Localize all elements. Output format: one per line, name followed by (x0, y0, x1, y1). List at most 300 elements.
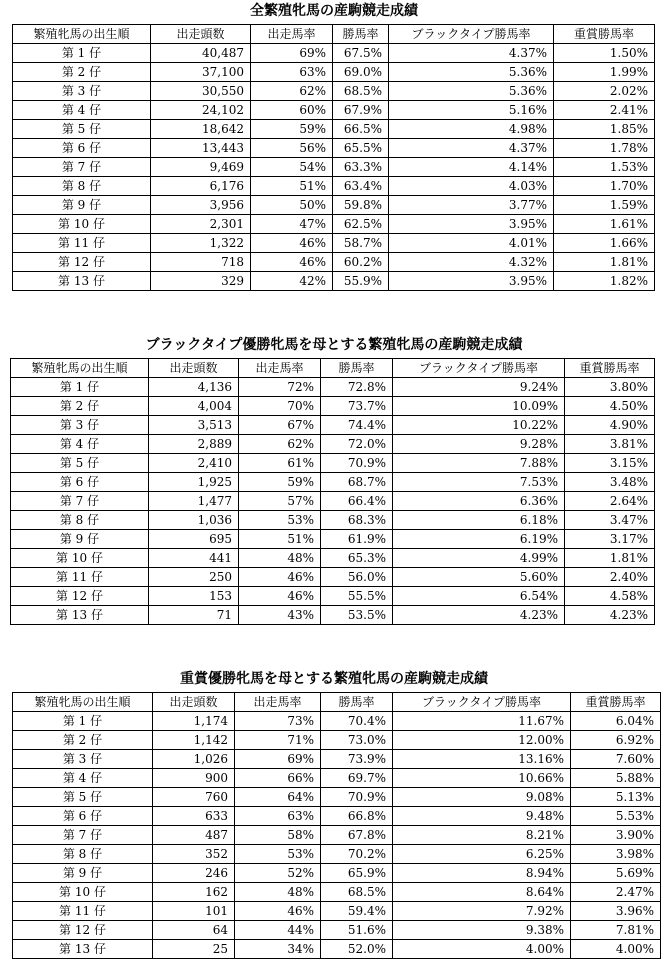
table-row (11, 568, 655, 587)
cell-graded-rate: 3.15% (565, 454, 655, 473)
cell-graded-rate: 1.78% (554, 139, 655, 158)
cell-graded-rate: 3.47% (565, 511, 655, 530)
cell-win-rate: 67.5% (333, 44, 389, 63)
table-block-2 (0, 334, 668, 644)
table-row (11, 416, 655, 435)
header-row (11, 359, 655, 378)
cell-win-rate: 55.9% (333, 272, 389, 291)
cell-birth-order: 第 9 仔 (11, 530, 149, 549)
cell-starter-rate: 46% (251, 234, 333, 253)
cell-starter-rate: 47% (251, 215, 333, 234)
cell-win-rate: 66.8% (321, 807, 393, 826)
cell-black-type-rate: 7.53% (393, 473, 565, 492)
cell-graded-rate: 1.59% (554, 196, 655, 215)
table-row (13, 234, 655, 253)
cell-starter-rate: 67% (239, 416, 321, 435)
cell-birth-order: 第 1 仔 (11, 378, 149, 397)
cell-black-type-rate: 3.95% (389, 215, 554, 234)
cell-win-rate: 61.9% (321, 530, 393, 549)
cell-starters: 40,487 (151, 44, 251, 63)
col-header-win-rate: 勝馬率 (321, 359, 393, 378)
cell-black-type-rate: 5.36% (389, 63, 554, 82)
cell-birth-order: 第 11 仔 (13, 902, 153, 921)
cell-birth-order: 第 7 仔 (13, 826, 153, 845)
cell-starter-rate: 54% (251, 158, 333, 177)
cell-birth-order: 第 1 仔 (13, 712, 153, 731)
cell-birth-order: 第 10 仔 (13, 883, 153, 902)
table-row (13, 101, 655, 120)
cell-starter-rate: 64% (235, 788, 321, 807)
cell-win-rate: 59.4% (321, 902, 393, 921)
cell-win-rate: 52.0% (321, 940, 393, 959)
cell-win-rate: 72.8% (321, 378, 393, 397)
cell-win-rate: 74.4% (321, 416, 393, 435)
cell-starters: 6,176 (151, 177, 251, 196)
table-row (13, 864, 661, 883)
header-row (13, 25, 655, 44)
cell-starter-rate: 56% (251, 139, 333, 158)
table-title: 重賞優勝牝馬を母とする繁殖牝馬の産駒競走成績 (180, 671, 488, 687)
cell-starters: 4,136 (149, 378, 239, 397)
cell-starter-rate: 59% (239, 473, 321, 492)
cell-birth-order: 第 1 仔 (13, 44, 151, 63)
cell-black-type-rate: 10.66% (393, 769, 571, 788)
cell-black-type-rate: 13.16% (393, 750, 571, 769)
cell-win-rate: 55.5% (321, 587, 393, 606)
cell-black-type-rate: 5.16% (389, 101, 554, 120)
table-body (13, 44, 655, 291)
cell-black-type-rate: 6.36% (393, 492, 565, 511)
cell-win-rate: 58.7% (333, 234, 389, 253)
col-header-starter-rate: 出走馬率 (251, 25, 333, 44)
cell-starter-rate: 53% (235, 845, 321, 864)
cell-starters: 1,174 (153, 712, 235, 731)
table-row (13, 712, 661, 731)
cell-win-rate: 65.9% (321, 864, 393, 883)
cell-birth-order: 第 6 仔 (11, 473, 149, 492)
cell-graded-rate: 4.50% (565, 397, 655, 416)
cell-graded-rate: 3.80% (565, 378, 655, 397)
cell-birth-order: 第 7 仔 (13, 158, 151, 177)
cell-win-rate: 68.5% (333, 82, 389, 101)
table-row (13, 807, 661, 826)
cell-win-rate: 60.2% (333, 253, 389, 272)
cell-starters: 1,026 (153, 750, 235, 769)
cell-graded-rate: 5.69% (571, 864, 661, 883)
table-row (11, 435, 655, 454)
results-table-2 (10, 358, 655, 625)
cell-win-rate: 63.4% (333, 177, 389, 196)
cell-birth-order: 第 9 仔 (13, 864, 153, 883)
cell-starter-rate: 62% (251, 82, 333, 101)
cell-starter-rate: 57% (239, 492, 321, 511)
cell-starter-rate: 61% (239, 454, 321, 473)
cell-black-type-rate: 10.09% (393, 397, 565, 416)
cell-starters: 13,443 (151, 139, 251, 158)
cell-black-type-rate: 4.37% (389, 139, 554, 158)
cell-starter-rate: 46% (251, 253, 333, 272)
cell-black-type-rate: 9.48% (393, 807, 571, 826)
cell-birth-order: 第 4 仔 (13, 101, 151, 120)
cell-birth-order: 第 4 仔 (11, 435, 149, 454)
cell-birth-order: 第 3 仔 (13, 82, 151, 101)
cell-starter-rate: 52% (235, 864, 321, 883)
cell-black-type-rate: 4.14% (389, 158, 554, 177)
cell-starters: 25 (153, 940, 235, 959)
table-title: 全繁殖牝馬の産駒競走成績 (250, 3, 418, 19)
cell-starters: 2,889 (149, 435, 239, 454)
col-header-starters: 出走頭数 (151, 25, 251, 44)
cell-black-type-rate: 4.37% (389, 44, 554, 63)
cell-win-rate: 51.6% (321, 921, 393, 940)
table-block-3 (0, 668, 668, 977)
cell-graded-rate: 3.48% (565, 473, 655, 492)
cell-birth-order: 第 9 仔 (13, 196, 151, 215)
cell-win-rate: 63.3% (333, 158, 389, 177)
cell-graded-rate: 7.60% (571, 750, 661, 769)
cell-win-rate: 68.5% (321, 883, 393, 902)
table-row (11, 606, 655, 625)
cell-birth-order: 第 2 仔 (11, 397, 149, 416)
cell-graded-rate: 3.98% (571, 845, 661, 864)
cell-graded-rate: 1.82% (554, 272, 655, 291)
cell-starter-rate: 69% (251, 44, 333, 63)
cell-win-rate: 65.5% (333, 139, 389, 158)
cell-birth-order: 第 8 仔 (13, 177, 151, 196)
cell-starter-rate: 53% (239, 511, 321, 530)
cell-starter-rate: 69% (235, 750, 321, 769)
cell-starters: 1,322 (151, 234, 251, 253)
cell-starters: 487 (153, 826, 235, 845)
cell-birth-order: 第 10 仔 (13, 215, 151, 234)
cell-win-rate: 70.4% (321, 712, 393, 731)
col-header-black-type-rate: ブラックタイプ勝馬率 (393, 359, 565, 378)
cell-black-type-rate: 3.77% (389, 196, 554, 215)
table-row (13, 196, 655, 215)
cell-starters: 2,301 (151, 215, 251, 234)
cell-black-type-rate: 8.64% (393, 883, 571, 902)
cell-birth-order: 第 4 仔 (13, 769, 153, 788)
table-row (11, 454, 655, 473)
cell-win-rate: 69.7% (321, 769, 393, 788)
col-header-black-type-rate: ブラックタイプ勝馬率 (389, 25, 554, 44)
cell-graded-rate: 3.17% (565, 530, 655, 549)
cell-birth-order: 第 11 仔 (11, 568, 149, 587)
cell-starter-rate: 46% (239, 568, 321, 587)
cell-starters: 18,642 (151, 120, 251, 139)
cell-graded-rate: 4.90% (565, 416, 655, 435)
cell-win-rate: 72.0% (321, 435, 393, 454)
cell-starter-rate: 58% (235, 826, 321, 845)
cell-starters: 250 (149, 568, 239, 587)
cell-birth-order: 第 12 仔 (13, 253, 151, 272)
table-row (11, 511, 655, 530)
cell-birth-order: 第 10 仔 (11, 549, 149, 568)
cell-graded-rate: 1.85% (554, 120, 655, 139)
results-table-3 (12, 692, 661, 959)
cell-graded-rate: 2.47% (571, 883, 661, 902)
cell-graded-rate: 6.04% (571, 712, 661, 731)
cell-starter-rate: 72% (239, 378, 321, 397)
table-row (13, 845, 661, 864)
cell-black-type-rate: 11.67% (393, 712, 571, 731)
table-row (11, 473, 655, 492)
cell-graded-rate: 3.96% (571, 902, 661, 921)
cell-birth-order: 第 5 仔 (11, 454, 149, 473)
cell-black-type-rate: 4.03% (389, 177, 554, 196)
cell-starter-rate: 46% (239, 587, 321, 606)
cell-graded-rate: 4.23% (565, 606, 655, 625)
cell-black-type-rate: 9.38% (393, 921, 571, 940)
cell-win-rate: 70.2% (321, 845, 393, 864)
table-row (13, 272, 655, 291)
cell-win-rate: 73.7% (321, 397, 393, 416)
cell-black-type-rate: 9.08% (393, 788, 571, 807)
cell-graded-rate: 2.64% (565, 492, 655, 511)
cell-starter-rate: 59% (251, 120, 333, 139)
col-header-birth-order: 繁殖牝馬の出生順 (13, 693, 153, 712)
cell-birth-order: 第 3 仔 (11, 416, 149, 435)
table-row (13, 826, 661, 845)
cell-starter-rate: 46% (235, 902, 321, 921)
table-block-1 (0, 0, 668, 310)
table-row (13, 883, 661, 902)
cell-starter-rate: 63% (235, 807, 321, 826)
cell-win-rate: 73.9% (321, 750, 393, 769)
cell-graded-rate: 1.53% (554, 158, 655, 177)
cell-starters: 329 (151, 272, 251, 291)
cell-black-type-rate: 9.24% (393, 378, 565, 397)
table-row (13, 215, 655, 234)
cell-black-type-rate: 4.99% (393, 549, 565, 568)
cell-win-rate: 67.9% (333, 101, 389, 120)
cell-black-type-rate: 9.28% (393, 435, 565, 454)
cell-starters: 3,956 (151, 196, 251, 215)
cell-win-rate: 59.8% (333, 196, 389, 215)
cell-birth-order: 第 3 仔 (13, 750, 153, 769)
cell-win-rate: 66.4% (321, 492, 393, 511)
cell-starters: 9,469 (151, 158, 251, 177)
cell-graded-rate: 4.00% (571, 940, 661, 959)
cell-win-rate: 53.5% (321, 606, 393, 625)
cell-black-type-rate: 6.25% (393, 845, 571, 864)
cell-starters: 2,410 (149, 454, 239, 473)
cell-starters: 441 (149, 549, 239, 568)
cell-starter-rate: 66% (235, 769, 321, 788)
cell-birth-order: 第 8 仔 (13, 845, 153, 864)
table-row (13, 139, 655, 158)
cell-starter-rate: 62% (239, 435, 321, 454)
cell-win-rate: 69.0% (333, 63, 389, 82)
cell-starters: 162 (153, 883, 235, 902)
cell-graded-rate: 3.90% (571, 826, 661, 845)
table-title: ブラックタイプ優勝牝馬を母とする繁殖牝馬の産駒競走成績 (145, 337, 523, 353)
cell-graded-rate: 2.41% (554, 101, 655, 120)
col-header-graded-rate: 重賞勝馬率 (565, 359, 655, 378)
table-row (11, 530, 655, 549)
col-header-starters: 出走頭数 (149, 359, 239, 378)
cell-birth-order: 第 5 仔 (13, 120, 151, 139)
cell-starters: 24,102 (151, 101, 251, 120)
col-header-birth-order: 繁殖牝馬の出生順 (13, 25, 151, 44)
cell-black-type-rate: 6.54% (393, 587, 565, 606)
col-header-starters: 出走頭数 (153, 693, 235, 712)
cell-birth-order: 第 12 仔 (11, 587, 149, 606)
cell-graded-rate: 5.88% (571, 769, 661, 788)
cell-starter-rate: 48% (239, 549, 321, 568)
col-header-graded-rate: 重賞勝馬率 (554, 25, 655, 44)
results-table-1 (12, 24, 655, 291)
cell-birth-order: 第 5 仔 (13, 788, 153, 807)
col-header-win-rate: 勝馬率 (321, 693, 393, 712)
cell-starters: 153 (149, 587, 239, 606)
cell-birth-order: 第 7 仔 (11, 492, 149, 511)
header-row (13, 693, 661, 712)
cell-graded-rate: 1.99% (554, 63, 655, 82)
table-row (13, 769, 661, 788)
cell-birth-order: 第 6 仔 (13, 807, 153, 826)
cell-starters: 64 (153, 921, 235, 940)
cell-graded-rate: 1.81% (565, 549, 655, 568)
cell-starters: 37,100 (151, 63, 251, 82)
cell-graded-rate: 3.81% (565, 435, 655, 454)
col-header-birth-order: 繁殖牝馬の出生順 (11, 359, 149, 378)
table-row (13, 158, 655, 177)
cell-birth-order: 第 2 仔 (13, 63, 151, 82)
col-header-black-type-rate: ブラックタイプ勝馬率 (393, 693, 571, 712)
table-row (11, 549, 655, 568)
cell-black-type-rate: 5.36% (389, 82, 554, 101)
cell-win-rate: 68.7% (321, 473, 393, 492)
col-header-starter-rate: 出走馬率 (235, 693, 321, 712)
cell-graded-rate: 1.81% (554, 253, 655, 272)
cell-starters: 71 (149, 606, 239, 625)
cell-graded-rate: 7.81% (571, 921, 661, 940)
cell-win-rate: 65.3% (321, 549, 393, 568)
cell-black-type-rate: 4.23% (393, 606, 565, 625)
table-row (13, 120, 655, 139)
table-row (13, 44, 655, 63)
cell-starters: 1,142 (153, 731, 235, 750)
cell-graded-rate: 4.58% (565, 587, 655, 606)
cell-starters: 1,036 (149, 511, 239, 530)
cell-birth-order: 第 13 仔 (11, 606, 149, 625)
cell-black-type-rate: 12.00% (393, 731, 571, 750)
cell-starter-rate: 44% (235, 921, 321, 940)
table-row (11, 492, 655, 511)
col-header-starter-rate: 出走馬率 (239, 359, 321, 378)
cell-starter-rate: 43% (239, 606, 321, 625)
cell-starters: 900 (153, 769, 235, 788)
cell-graded-rate: 5.13% (571, 788, 661, 807)
table-body (13, 712, 661, 959)
cell-starters: 4,004 (149, 397, 239, 416)
cell-birth-order: 第 8 仔 (11, 511, 149, 530)
cell-black-type-rate: 4.32% (389, 253, 554, 272)
cell-starter-rate: 73% (235, 712, 321, 731)
cell-starters: 101 (153, 902, 235, 921)
cell-birth-order: 第 13 仔 (13, 272, 151, 291)
cell-birth-order: 第 11 仔 (13, 234, 151, 253)
table-row (13, 750, 661, 769)
cell-black-type-rate: 8.21% (393, 826, 571, 845)
cell-starter-rate: 51% (239, 530, 321, 549)
cell-graded-rate: 1.70% (554, 177, 655, 196)
cell-black-type-rate: 6.19% (393, 530, 565, 549)
cell-birth-order: 第 12 仔 (13, 921, 153, 940)
cell-starter-rate: 48% (235, 883, 321, 902)
cell-starters: 3,513 (149, 416, 239, 435)
cell-graded-rate: 6.92% (571, 731, 661, 750)
cell-black-type-rate: 4.00% (393, 940, 571, 959)
cell-black-type-rate: 3.95% (389, 272, 554, 291)
cell-starter-rate: 51% (251, 177, 333, 196)
cell-black-type-rate: 4.01% (389, 234, 554, 253)
cell-starter-rate: 63% (251, 63, 333, 82)
cell-birth-order: 第 2 仔 (13, 731, 153, 750)
cell-win-rate: 70.9% (321, 454, 393, 473)
cell-starters: 30,550 (151, 82, 251, 101)
table-row (11, 378, 655, 397)
cell-graded-rate: 1.66% (554, 234, 655, 253)
cell-black-type-rate: 5.60% (393, 568, 565, 587)
cell-starter-rate: 50% (251, 196, 333, 215)
cell-black-type-rate: 6.18% (393, 511, 565, 530)
table-body (11, 378, 655, 625)
col-header-win-rate: 勝馬率 (333, 25, 389, 44)
table-row (13, 63, 655, 82)
cell-starters: 760 (153, 788, 235, 807)
cell-starters: 246 (153, 864, 235, 883)
table-row (11, 397, 655, 416)
cell-starter-rate: 60% (251, 101, 333, 120)
cell-win-rate: 68.3% (321, 511, 393, 530)
cell-graded-rate: 1.50% (554, 44, 655, 63)
cell-win-rate: 67.8% (321, 826, 393, 845)
cell-starters: 633 (153, 807, 235, 826)
cell-graded-rate: 1.61% (554, 215, 655, 234)
cell-black-type-rate: 8.94% (393, 864, 571, 883)
cell-birth-order: 第 6 仔 (13, 139, 151, 158)
cell-starter-rate: 71% (235, 731, 321, 750)
col-header-graded-rate: 重賞勝馬率 (571, 693, 661, 712)
cell-starters: 1,477 (149, 492, 239, 511)
table-row (13, 253, 655, 272)
cell-win-rate: 70.9% (321, 788, 393, 807)
table-row (11, 587, 655, 606)
cell-black-type-rate: 7.92% (393, 902, 571, 921)
cell-birth-order: 第 13 仔 (13, 940, 153, 959)
cell-black-type-rate: 4.98% (389, 120, 554, 139)
cell-win-rate: 66.5% (333, 120, 389, 139)
cell-starters: 718 (151, 253, 251, 272)
cell-starter-rate: 42% (251, 272, 333, 291)
table-row (13, 731, 661, 750)
table-row (13, 902, 661, 921)
table-row (13, 921, 661, 940)
cell-starters: 352 (153, 845, 235, 864)
table-row (13, 788, 661, 807)
table-row (13, 177, 655, 196)
table-row (13, 940, 661, 959)
cell-starter-rate: 70% (239, 397, 321, 416)
cell-graded-rate: 2.40% (565, 568, 655, 587)
cell-starter-rate: 34% (235, 940, 321, 959)
cell-starters: 1,925 (149, 473, 239, 492)
cell-win-rate: 56.0% (321, 568, 393, 587)
cell-win-rate: 73.0% (321, 731, 393, 750)
cell-starters: 695 (149, 530, 239, 549)
